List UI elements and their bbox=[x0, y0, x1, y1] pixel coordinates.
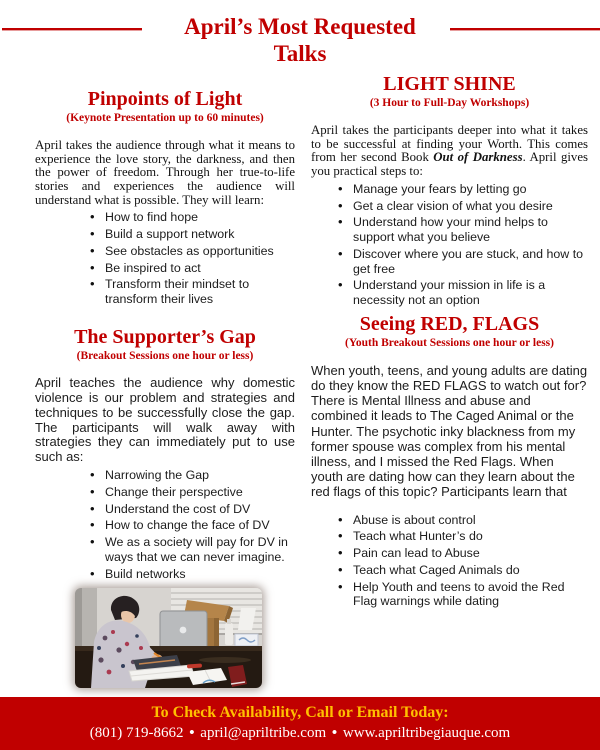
section-seeing-red-flags bbox=[311, 312, 588, 609]
section-title: Pinpoints of Light bbox=[87, 88, 243, 110]
footer-phone: (801) 719-8662 bbox=[89, 725, 184, 741]
footer-contact-line bbox=[0, 724, 600, 742]
section-light-shine bbox=[311, 72, 588, 308]
bullet-list bbox=[35, 468, 295, 581]
bullet-item: • Narrowing the Gap bbox=[105, 468, 295, 483]
bullet-item: • Abuse is about control bbox=[353, 513, 588, 528]
footer-website: www.apriltribegiauque.com bbox=[342, 725, 511, 741]
header-rule-right bbox=[450, 28, 600, 31]
footer-separator-dot: • bbox=[189, 725, 195, 741]
section-supporters-gap bbox=[35, 325, 295, 582]
bullet-list bbox=[35, 210, 295, 307]
footer-email: april@apriltribe.com bbox=[200, 725, 327, 741]
bullet-list bbox=[311, 513, 588, 610]
section-pinpoints-of-light bbox=[35, 87, 295, 307]
left-column bbox=[35, 80, 295, 688]
bullet-item: • Build networks bbox=[105, 567, 295, 582]
section-subtitle: (Youth Breakout Sessions one hour or less) bbox=[345, 336, 554, 349]
footer-separator-dot: • bbox=[331, 725, 338, 741]
section-body bbox=[311, 124, 588, 179]
bullet-item: • Help Youth and teens to avoid the Red Flag warnings while dating bbox=[353, 580, 588, 610]
bullet-item: • Understand how your mind helps to support what you believe bbox=[353, 215, 588, 245]
section-body: April teaches the audience why domestic violence is our problem and strategies and techniques to be successfully close the gap. The participants will walk away with strategies they can immediately put to use such as: bbox=[35, 374, 295, 465]
section-subtitle: (3 Hour to Full-Day Workshops) bbox=[369, 97, 530, 109]
bullet-item: • Understand the cost of DV bbox=[105, 502, 295, 517]
footer-call-to-action: To Check Availability, Call or Email Today: bbox=[151, 704, 449, 721]
bullet-item: • How to find hope bbox=[105, 210, 295, 225]
section-title: The Supporter’s Gap bbox=[74, 325, 256, 348]
bullet-item: • Understand your mission in life is a necessity not an option bbox=[353, 278, 588, 308]
bullet-item: • Teach what Hunter’s do bbox=[353, 529, 588, 544]
bullet-item: • Manage your fears by letting go bbox=[353, 182, 588, 197]
right-column bbox=[311, 72, 588, 611]
bullet-item: • Transform their mindset to transform their lives bbox=[105, 277, 295, 307]
photo-illustration bbox=[75, 588, 262, 688]
photo-april-signing-books bbox=[75, 588, 262, 688]
bullet-list bbox=[311, 182, 588, 308]
bullet-item: • We as a society will pay for DV in ways that we can never imagine. bbox=[105, 535, 295, 565]
bullet-item: • Pain can lead to Abuse bbox=[353, 546, 588, 561]
body-text-before-book: April takes the participants deeper into what it takes to be successful at finding your Worth. This comes from her second Book bbox=[311, 123, 588, 165]
bullet-item: • Be inspired to act bbox=[105, 261, 295, 276]
bullet-item: • Teach what Caged Animals do bbox=[353, 563, 588, 578]
bullet-item: • Discover where you are stuck, and how to get free bbox=[353, 247, 588, 277]
bullet-item: • Change their perspective bbox=[105, 485, 295, 500]
section-title: LIGHT SHINE bbox=[383, 73, 516, 95]
page-title bbox=[0, 13, 600, 67]
bullet-item: • See obstacles as opportunities bbox=[105, 244, 295, 259]
section-body: April takes the audience through what it means to experience the love story, the darkness, and then the power of freedom. Through her true-to-life stories and experiences the audience will understand what is possible. They will learn: bbox=[35, 138, 295, 207]
section-subtitle: (Keynote Presentation up to 60 minutes) bbox=[66, 112, 264, 124]
section-title: Seeing RED, FLAGS bbox=[359, 312, 540, 335]
body-text-after-book: . April gives you practical steps to: bbox=[311, 150, 588, 179]
book-title: Out of Darkness bbox=[433, 150, 523, 165]
bullet-item: • How to change the face of DV bbox=[105, 518, 295, 533]
page-title-line2: Talks bbox=[273, 41, 327, 66]
header-rule-left bbox=[2, 28, 142, 31]
bullet-item: • Build a support network bbox=[105, 227, 295, 242]
footer-banner bbox=[0, 697, 600, 750]
page-title-line1: April’s Most Requested bbox=[184, 14, 416, 39]
section-subtitle: (Breakout Sessions one hour or less) bbox=[76, 349, 254, 362]
section-body: When youth, teens, and young adults are dating do they know the RED FLAGS to watch out for? There is Mental Illness and abuse and combined it leads to The Caged Animal or the Hunter. The psychotic inky blackness from my former spouse was complex from his mental illness, and I missed the Red Flags. When youth are dating how can they learn about the red flags of this topic? Participants learn that bbox=[311, 362, 588, 500]
bullet-item: • Get a clear vision of what you desire bbox=[353, 199, 588, 214]
